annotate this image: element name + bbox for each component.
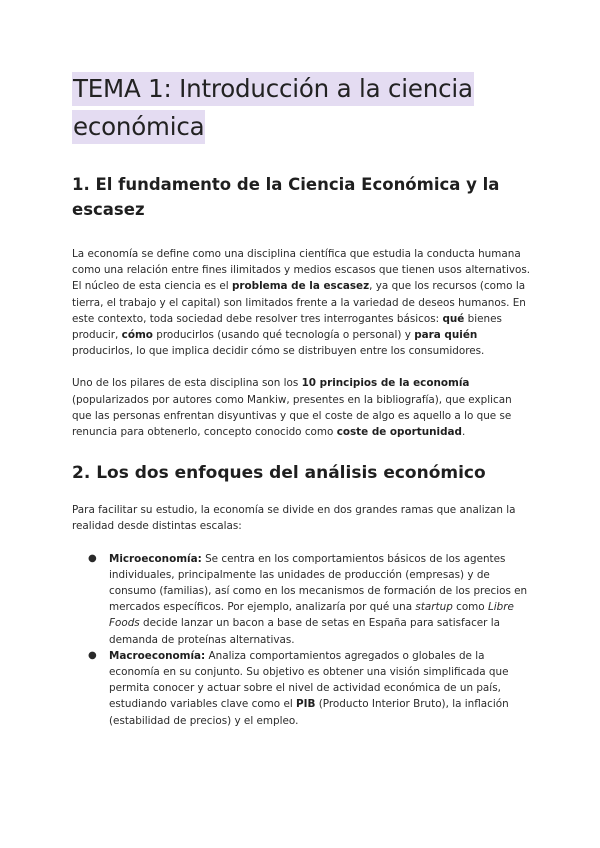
bold-term-problema-escasez: problema de la escasez	[231, 280, 370, 293]
text-run: .	[461, 426, 466, 439]
italic-term-libre-foods: Libre Foods	[109, 601, 514, 630]
text-run: Analiza comportamientos agregados o globales de la economía en su conjunto. Su objetivo es obtener una visión simplificada que permita conocer y actuar sobre el nivel de actividad económica de un país, estudiando variables clave como el	[109, 649, 509, 711]
enfoques-list	[72, 551, 532, 729]
bullet-icon: ●	[88, 552, 97, 564]
section-2-heading: 2. Los dos enfoques del análisis económico	[72, 463, 486, 484]
text-run: bienes producir,	[72, 312, 502, 342]
text-run: producirlos, lo que implica decidir cómo se distribuyen entre los consumidores.	[72, 345, 485, 358]
list-item-macroeconomia	[88, 648, 532, 729]
text-run: (popularizados por autores como Mankiw, presentes en la bibliografía), que explican que las personas enfrentan disyuntivas y que el coste de algo es aquello a lo que se renuncia para obtenerlo, concepto conocido como	[72, 393, 512, 439]
bold-term-macroeconomia: Macroeconomía:	[109, 649, 206, 662]
document-page	[72, 70, 532, 729]
text-run: (Producto Interior Bruto), la inflación (estabilidad de precios) y el empleo.	[109, 698, 509, 727]
bold-term-10-principios: 10 principios de la economía	[301, 377, 470, 390]
section-2-intro: Para facilitar su estudio, la economía se divide en dos grandes ramas que analizan la realidad desde distintas escalas:	[72, 504, 516, 533]
text-run: como	[452, 601, 488, 614]
section-1-paragraph-2	[72, 375, 532, 440]
section-1-heading: 1. El fundamento de la Ciencia Económica y la escasez	[72, 175, 500, 219]
section-1-paragraph-1	[72, 246, 532, 359]
text-run: decide lanzar un bacon a base de setas en España para satisfacer la demanda de proteínas alternativas.	[109, 617, 501, 646]
text-run: , ya que los recursos (como la tierra, el trabajo y el capital) son limitados frente a la variedad de deseos humanos. En este contexto, toda sociedad debe resolver tres interrogantes básicos:	[72, 280, 526, 325]
bold-term-coste-oportunidad: coste de oportunidad	[336, 426, 462, 439]
bold-term-que: qué	[442, 312, 465, 325]
bold-term-para-quien: para quién	[414, 329, 478, 342]
page-title	[72, 70, 532, 146]
italic-term-startup: startup	[415, 601, 453, 614]
title-highlight: TEMA 1: Introducción a la ciencia económica	[72, 72, 474, 144]
text-run: La economía se define como una disciplina científica que estudia la conducta humana como una relación entre fines ilimitados y medios escasos que tienen usos alternativos. El núcleo de esta ciencia es el	[72, 248, 531, 293]
list-item-microeconomia	[88, 551, 532, 648]
bold-term-pib: PIB	[296, 698, 316, 711]
text-run: producirlos (usando qué tecnología o personal) y	[152, 329, 415, 342]
text-run: Uno de los pilares de esta disciplina son los	[72, 377, 302, 390]
bullet-icon: ●	[88, 649, 97, 661]
text-run: Se centra en los comportamientos básicos de los agentes individuales, principalmente las unidades de producción (empresas) y de consumo (familias), así como en los mecanismos de formación de los precios en mercados específicos. Por ejemplo, analizaría por qué una	[109, 552, 528, 614]
bold-term-microeconomia: Microeconomía:	[109, 552, 202, 565]
bold-term-como: cómo	[121, 329, 153, 342]
